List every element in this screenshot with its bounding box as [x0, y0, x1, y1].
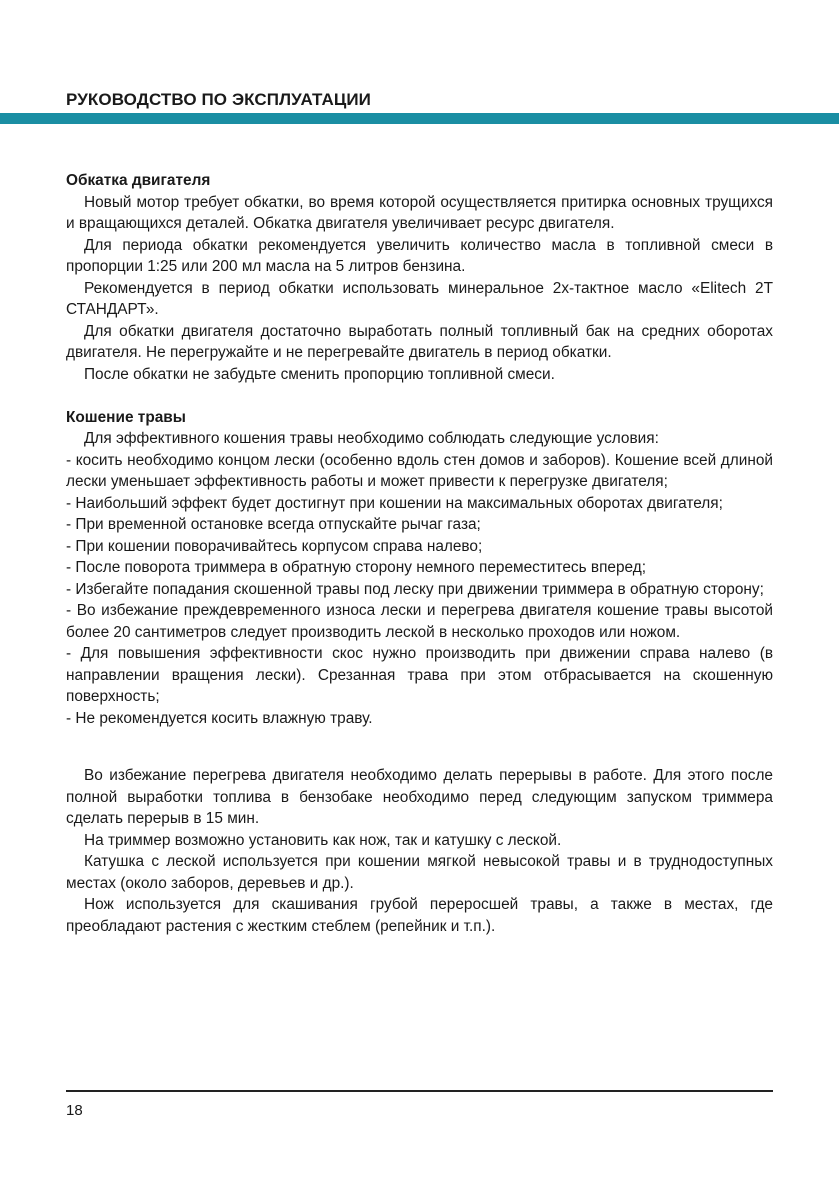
list-item: - При временной остановке всегда отпускайте рычаг газа;	[66, 516, 481, 533]
list-item: - Не рекомендуется косить влажную траву.	[66, 709, 373, 727]
paragraph: После обкатки не забудьте сменить пропорцию топливной смеси.	[84, 365, 555, 383]
paragraph: На триммер возможно установить как нож, так и катушку с леской.	[84, 831, 562, 849]
list-item: - Для повышения эффективности скос нужно производить при движении справа налево (в направлении вращения лески). Срезанная трава при этом отбрасывается на скошенную поверхность;	[66, 645, 773, 705]
paragraph: Рекомендуется в период обкатки использовать минеральное 2х-тактное масло «Elitech 2T СТАНДАРТ».	[66, 279, 773, 318]
page-content	[66, 170, 773, 937]
spacer	[66, 385, 773, 407]
section-heading-break-in: Обкатка двигателя	[66, 172, 211, 189]
page-number: 18	[66, 1102, 83, 1119]
paragraph: Для обкатки двигателя достаточно выработать полный топливный бак на средних оборотах двигателя. Не перегружайте и не перегревайте двигатель в период обкатки.	[66, 322, 773, 361]
paragraph: Для периода обкатки рекомендуется увеличить количество масла в топливной смеси в пропорции 1:25 или 200 мл масла на 5 литров бензина.	[66, 236, 773, 275]
paragraph: Для эффективного кошения травы необходимо соблюдать следующие условия:	[84, 430, 659, 447]
paragraph: Нож используется для скашивания грубой переросшей травы, а также в местах, где преобладают растения с жестким стеблем (репейник и т.п.).	[66, 896, 773, 935]
paragraph: Катушка с леской используется при кошении мягкой невысокой травы и в труднодоступных местах (около заборов, деревьев и др.).	[66, 853, 773, 892]
list-item: - При кошении поворачивайтесь корпусом справа налево;	[66, 537, 483, 555]
header-accent-band	[0, 113, 839, 124]
section-heading-mowing: Кошение травы	[66, 408, 186, 426]
footer-divider	[66, 1090, 773, 1092]
spacer	[66, 729, 773, 765]
list-item: - косить необходимо концом лески (особенно вдоль стен домов и заборов). Кошение всей длиной лески уменьшает эффективность работы и может привести к перегрузке двигателя;	[66, 451, 773, 490]
page-header-title: РУКОВОДСТВО ПО ЭКСПЛУАТАЦИИ	[66, 90, 371, 109]
paragraph: Новый мотор требует обкатки, во время которой осуществляется притирка основных трущихся и вращающихся деталей. Обкатка двигателя увеличивает ресурс двигателя.	[66, 193, 773, 232]
list-item: - Во избежание преждевременного износа лески и перегрева двигателя кошение травы высотой более 20 сантиметров следует производить леской в несколько проходов или ножом.	[66, 602, 773, 641]
list-item: - После поворота триммера в обратную сторону немного переместитесь вперед;	[66, 559, 647, 576]
list-item: - Избегайте попадания скошенной травы под леску при движении триммера в обратную сторону;	[66, 580, 764, 598]
list-item: - Наибольший эффект будет достигнут при кошении на максимальных оборотах двигателя;	[66, 494, 723, 512]
paragraph: Во избежание перегрева двигателя необходимо делать перерывы в работе. Для этого после полной выработки топлива в бензобаке необходимо перед следующим запуском триммера сделать перерыв в 15 мин.	[66, 767, 773, 827]
